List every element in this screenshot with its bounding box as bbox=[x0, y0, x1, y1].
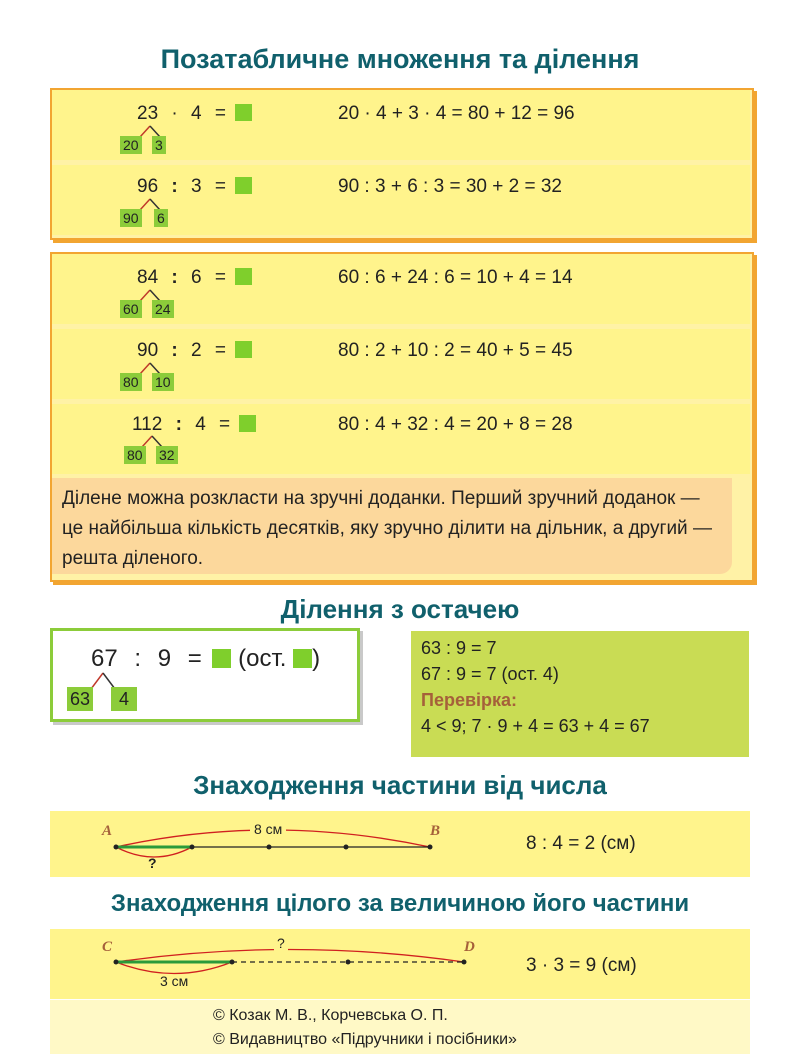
part-tag: 20 bbox=[120, 136, 142, 154]
question-mark: ? bbox=[148, 855, 157, 871]
solution-line: 67 : 9 = 7 (ост. 4) bbox=[421, 664, 559, 684]
page-title: Позатабличне множення та ділення bbox=[160, 44, 640, 74]
solution: 80 : 4 + 32 : 4 = 20 + 8 = 28 bbox=[338, 414, 573, 435]
part-tag: 10 bbox=[152, 373, 174, 391]
copyright-footer bbox=[50, 1000, 750, 1054]
division-block bbox=[50, 252, 754, 582]
answer-square bbox=[235, 177, 252, 194]
expression bbox=[137, 267, 252, 289]
part-tag: 4 bbox=[111, 687, 137, 711]
equals-sign: = bbox=[214, 340, 226, 361]
rule-note: Ділене можна розкласти на зручні доданки. Перший зручний доданок — це найбільша кількість десятків, яку зручно ділити на дільник, а другий — решта діленого. bbox=[52, 478, 732, 574]
equals-sign: = bbox=[214, 176, 226, 197]
expression bbox=[137, 103, 252, 125]
equals-sign: = bbox=[214, 267, 226, 288]
example-row bbox=[52, 329, 750, 399]
part-tag: 80 bbox=[120, 373, 142, 391]
expression bbox=[132, 414, 256, 436]
answer-square bbox=[235, 268, 252, 285]
equals-sign: = bbox=[219, 414, 231, 435]
dividend: 90 bbox=[137, 340, 159, 361]
dividend: 67 bbox=[91, 645, 118, 672]
remainder-label: (ост. bbox=[238, 645, 287, 672]
operand: 4 bbox=[195, 414, 206, 435]
question-mark: ? bbox=[274, 935, 288, 951]
part-tag: 6 bbox=[154, 209, 168, 227]
solution: 80 : 2 + 10 : 2 = 40 + 5 = 45 bbox=[338, 340, 573, 361]
answer-square bbox=[235, 341, 252, 358]
operator: : bbox=[134, 645, 142, 672]
operator: : bbox=[171, 267, 178, 288]
segment-diagram bbox=[50, 929, 490, 999]
section-heading-whole: Знаходження цілого за величиною його частини bbox=[110, 890, 690, 917]
operand: 6 bbox=[191, 267, 202, 288]
dividend: 112 bbox=[132, 414, 163, 435]
solution: 60 : 6 + 24 : 6 = 10 + 4 = 14 bbox=[338, 267, 573, 288]
whole-equation: 3 · 3 = 9 (см) bbox=[526, 955, 637, 976]
operand: 2 bbox=[191, 340, 202, 361]
remainder-solution-panel bbox=[411, 631, 749, 757]
remainder-example bbox=[50, 628, 360, 722]
part-tag: 60 bbox=[120, 300, 142, 318]
copyright-publisher: © Видавництво «Підручники і посібники» bbox=[213, 1031, 517, 1048]
operator: : bbox=[171, 340, 178, 361]
check-label: Перевірка: bbox=[421, 690, 518, 710]
answer-square bbox=[235, 104, 252, 121]
point-b-label: B bbox=[430, 823, 441, 839]
point-a-label: A bbox=[102, 823, 113, 839]
dividend: 96 bbox=[137, 176, 159, 197]
example-row bbox=[52, 404, 750, 474]
multiplication-block bbox=[50, 88, 754, 240]
solution: 90 : 3 + 6 : 3 = 30 + 2 = 32 bbox=[338, 176, 562, 197]
part-tag: 3 bbox=[152, 136, 166, 154]
example-row bbox=[52, 165, 750, 235]
remainder-close: ) bbox=[312, 645, 321, 672]
operand: 3 bbox=[191, 176, 202, 197]
part-tag: 90 bbox=[120, 209, 142, 227]
part-tag: 63 bbox=[67, 687, 93, 711]
solution: 20 · 4 + 3 · 4 = 80 + 12 = 96 bbox=[338, 103, 575, 124]
section-heading-part: Знаходження частини від числа bbox=[193, 770, 607, 800]
operator: : bbox=[175, 414, 182, 435]
point-d-label: D bbox=[464, 939, 475, 955]
part-tag: 32 bbox=[156, 446, 178, 464]
operand: 4 bbox=[191, 103, 202, 124]
copyright-authors: © Козак М. В., Корчевська О. П. bbox=[213, 1007, 448, 1024]
part-tag: 80 bbox=[124, 446, 146, 464]
equals-sign: = bbox=[187, 645, 202, 672]
operand: 9 bbox=[157, 645, 172, 672]
answer-square bbox=[212, 649, 231, 668]
segment-length-label: 8 см bbox=[250, 821, 286, 837]
point-c-label: C bbox=[102, 939, 113, 955]
dividend: 23 bbox=[137, 103, 159, 124]
segment-length-label: 3 см bbox=[160, 973, 189, 989]
dividend: 84 bbox=[137, 267, 159, 288]
part-tag: 24 bbox=[152, 300, 174, 318]
whole-diagram-band bbox=[50, 929, 750, 999]
example-row bbox=[52, 90, 750, 160]
answer-square bbox=[239, 415, 256, 432]
operator: : bbox=[171, 176, 178, 197]
solution-line: 63 : 9 = 7 bbox=[421, 638, 497, 658]
section-heading-remainder: Ділення з остачею bbox=[280, 594, 520, 624]
expression bbox=[91, 645, 320, 673]
remainder-square bbox=[293, 649, 312, 668]
part-equation: 8 : 4 = 2 (см) bbox=[526, 833, 636, 854]
equals-sign: = bbox=[214, 103, 226, 124]
expression bbox=[137, 340, 252, 362]
operator: · bbox=[171, 103, 178, 124]
expression bbox=[137, 176, 252, 198]
part-diagram-band bbox=[50, 811, 750, 877]
check-line: 4 < 9; 7 · 9 + 4 = 63 + 4 = 67 bbox=[421, 716, 650, 736]
example-row bbox=[52, 254, 750, 324]
